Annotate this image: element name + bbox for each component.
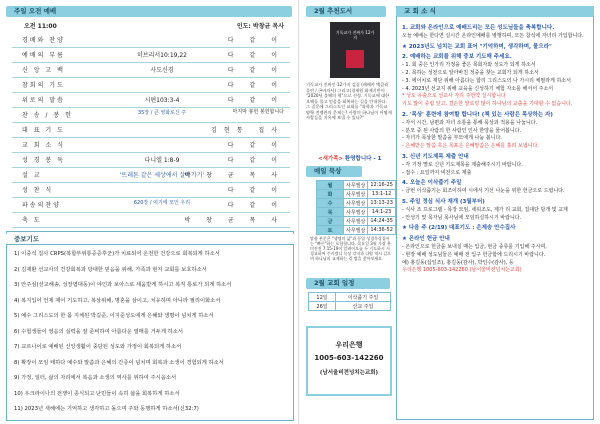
news-item: 4. 오늘은 이삭줍기 주일 (402, 180, 462, 187)
daily-book: 사무엘상 (344, 190, 368, 199)
news-item: 5. 주일 정심 식사 재개 (3월부터) (402, 199, 485, 205)
order-by: 박 창 균 목 사 (184, 172, 284, 179)
order-label: 파송의찬양 (22, 202, 61, 209)
prayer-item: 6) 수험생들이 영음의 실력을 잘 준비하여 아름다운 열매를 거두게 하소서 (14, 328, 183, 335)
order-row (12, 154, 292, 167)
order-label: 찬 송 / 봉 헌 (22, 112, 73, 119)
news-item: 기도 많이 중립 앞고, 결손한 알로링 많이 하나님의 교출을 기대할 수 없습니다. (402, 101, 573, 108)
order-divider (12, 122, 290, 123)
daily-row (317, 181, 396, 190)
order-by: 마지막 봉헌 봉헌합니다 (232, 109, 284, 115)
order-label: 성 경 봉 독 (22, 157, 65, 164)
news-item: - 4. 2023년 선교지 위해 교육을 신성하기 체험 자소를 해서서 주소서 (402, 85, 554, 92)
daily-row (317, 208, 396, 217)
news-item: * 성도 유출으로 선교사 자리 주연약 실시합니다 (402, 93, 506, 100)
schedule-date: 12일 (309, 293, 336, 302)
order-label: 참회의 기도 (22, 82, 65, 89)
news-item: 우리은행 1005-603-142260 (남서울비전넘치는교회) (402, 267, 522, 274)
prayer-item: 2) 김재환 선교사의 건강회복과 당대한 믿음을 위해, 가족과 현지 교회를 보호하소서 (14, 266, 207, 273)
order-divider (12, 212, 290, 213)
news-item: 예) 홍길동(십일조), 홍길동(감사), 박인수(감사), 등 (402, 259, 514, 266)
worship-order-header: 주일 오전 예배 (6, 6, 292, 17)
book-header: 2월 추천도서 (306, 6, 386, 17)
order-label: 축 도 (22, 217, 42, 224)
daily-day: 수 (317, 199, 344, 208)
daily-row (317, 217, 396, 226)
order-row (12, 94, 292, 107)
schedule-table-wrap (308, 292, 391, 311)
daily-book: 사무엘상 (344, 217, 368, 226)
order-by: 다 같 이 (227, 97, 284, 104)
prayer-item: 11) 2023년 새해에는 기억하고 생각하고 돌으며 주와 동행하게 하소서(신32:7) (14, 406, 199, 412)
news-item: ★ 2023년도 넘치는 교회 표어 "기억하며, 생각하며, 물으라" (402, 43, 552, 50)
order-row (12, 49, 292, 62)
order-label: 성 찬 식 (22, 187, 54, 194)
daily-day: 토 (317, 226, 344, 235)
news-item: - 분모 중 된 사람의 한 사람인 인사 한양을 물어봅니다. (402, 127, 522, 134)
daily-book: 사무엘상 (344, 199, 368, 208)
order-label: 설 교 (22, 172, 42, 179)
book-cover-grid (346, 50, 364, 68)
news-item: ★ 다음 주 (2/19) 대표기도 : 은제승 안수집사 (402, 225, 516, 232)
prayer-item: 1) 이중석 집사 CRPS(복합부위통증증후군)가 치료되어 온전한 건강으로 회복되게 하소서 (14, 251, 220, 257)
order-divider (12, 182, 290, 183)
daily-book: 사무엘상 (344, 208, 368, 217)
order-row (12, 184, 292, 197)
order-row (12, 214, 292, 227)
order-label: 위로의 말씀 (22, 97, 65, 104)
order-label: 대 표 기 도 (22, 127, 65, 134)
service-leader: 인도: 박창균 목사 (236, 23, 284, 30)
order-label: 신 앙 고 백 (22, 67, 65, 74)
news-item: - 식사 조 프로그램 - 목장 모임, 세워조도, 제가 리 교회, 집대단 담개 및 교제 (402, 206, 568, 213)
bank-owner: (남서울비전넝치는교회) (319, 370, 379, 376)
daily-header: 매일 묵상 (306, 166, 362, 177)
order-divider (12, 47, 290, 48)
order-by: 다 같 이 (227, 67, 284, 74)
news-header: 교 회 소 식 (396, 6, 594, 17)
daily-ref: 13:13-23 (368, 199, 396, 208)
order-divider (12, 227, 290, 228)
order-detail: 시편103:3-4 (144, 97, 180, 104)
news-item: - 3. 에이치로 재단 위해 아름다는 합리 그리스도의 나 가시리 체필라게 하소서 (402, 77, 571, 84)
news-item: - 1. 회 중은 인가리 가정을 좋은 목회자와 성도가 되게 하소서 (402, 62, 536, 69)
page-fold (298, 0, 299, 424)
order-detail: 620장 / 여기에 모인 우리 (133, 199, 191, 206)
order-divider (12, 167, 290, 168)
service-time: 오전 11:00 (24, 23, 57, 30)
daily-day: 금 (317, 217, 344, 226)
newcomer-line (318, 154, 381, 162)
news-item: - 안성기 및 목자님 목사님에 모임하실하시기 바랍니다. (402, 214, 522, 221)
daily-day: 목 (317, 208, 344, 217)
order-by: 다 같 이 (227, 202, 284, 209)
order-by: 다 같 이 (227, 52, 284, 59)
newcomer-label: <새가족> (318, 156, 344, 162)
order-by: 다 같 이 (227, 187, 284, 194)
prayer-item: 7) 교르나이로 예배된 신앙생활이 중단된 성도와 가정이 회복되게 하소서 (14, 344, 182, 350)
prayer-header: 중보기도 (6, 234, 294, 245)
book-cover-title: 기독교가 진짜가 12가지 (335, 30, 375, 40)
order-by: 다 같 이 (227, 82, 284, 89)
schedule-row (309, 302, 391, 311)
daily-table-wrap (316, 180, 396, 235)
news-item: - 자녀가 목상한 말씀을 부모에게 나눔 봅니다. (402, 135, 502, 142)
news-item: ★ 온라인 헌금 안내 (402, 236, 450, 243)
order-label: 교 회 소 식 (22, 142, 65, 149)
daily-ref: 14:36-52 (368, 226, 396, 235)
news-item: - 자서 시간, 남편과 자녀 소통을 통해 묵상과 적용을 나눕니다. (402, 119, 538, 126)
daily-ref: 14:1-23 (368, 208, 396, 217)
daily-day: 월 (317, 181, 344, 190)
daily-row (317, 199, 396, 208)
daily-row (317, 226, 396, 235)
order-divider (12, 77, 290, 78)
order-detail: 35장 / 큰 영화로신 주 (137, 109, 187, 116)
order-row (12, 124, 292, 137)
order-detail: 다니엘 1:8-9 (144, 157, 180, 164)
order-detail: '뜨레톤 같은 세상에서 살아가기' (119, 172, 205, 179)
newcomer-text: 환영합니다 - 1 (344, 156, 382, 162)
schedule-header: 2월 교회 일정 (306, 278, 390, 289)
schedule-event: 이삭줍기 주일 (336, 293, 391, 302)
prayer-item: 9) 가정, 일터, 삶의 자리에서 복음과 소생의 역사를 위하여 주시옵소서 (14, 375, 177, 381)
order-by: 다 같 이 (227, 37, 284, 44)
daily-ref: 14:24-35 (368, 217, 396, 226)
schedule-table (308, 292, 391, 311)
order-by: 다 같 이 (227, 157, 284, 164)
news-item: 3. 신년 기도제목 제출 안내 (402, 154, 469, 160)
daily-book: 사무엘상 (344, 181, 368, 190)
schedule-date: 26일 (309, 302, 336, 311)
prayer-item: 5) 예수 그리스도의 한 몸 지체된 박길준, 이지준성도에게 은혜와 생명이 넘치게 하소서 (14, 313, 214, 319)
book-cover (330, 22, 380, 78)
order-divider (12, 62, 290, 63)
prayer-item: 10) 우크라이나의 전쟁이 종식되고 난민들이 속히 삶을 회복하게 하소서 (14, 390, 180, 397)
book-description: 기독교가 진짜인 12가지 검질 (레베카 맥클러플린 / 곤바자사) 그리고(경제원 화제기반이 "2020년 올해의 책"으로 선정. 기독교에 대한 오해를 풀고 믿음을 회복하는 길을 안내한다. 그 질문에 그리스도인 교회를 "과학과 기독교 양략 전쟁관의 문제는? 사랑의 하나님이 어떻게 사람들을 지옥에 보낼 수 있나?" (306, 82, 392, 120)
daily-day: 화 (317, 190, 344, 199)
news-item: 오늘 예배는 한다면 실시간 온라인예배를 병행하며, 모든 참석에 자녀리 가입합니다. (402, 32, 584, 39)
daily-ref: 13:1-12 (368, 190, 396, 199)
order-row (12, 34, 292, 47)
daily-book: 사무엘상 (344, 226, 368, 235)
news-item: 1. 교회와 온라인으로 예배드리는 모든 성도님들을 축복합니다. (402, 25, 555, 31)
order-by: 김현통 집사 (211, 127, 284, 134)
news-item: - 각 기정 별로 신년 기도제목을 제출해주시기 바랍니다. (402, 161, 523, 168)
order-by: 박 창 균 목 사 (184, 217, 284, 224)
order-detail: 히브리서10:19,22 (136, 52, 188, 59)
order-label: 경배와 찬양 (22, 37, 65, 44)
news-item: - 2. 목하는 성전으로 알아바친 정중을 찾는 교회가 되게 하소서 (402, 70, 539, 76)
prayer-item: 3) 안주심(선교해송, 성장엽대동)이 야인과 보아스로 세움받게 하시고 복직 통로가 되게 하소서 (14, 282, 232, 288)
news-item: - 접수 : 요일까지 비전으로 제출 (402, 169, 472, 176)
prayer-item: 8) 확장이 모임 태하다 예수와 말씀과 은혜의 간증이 넘치며 회복과 소생이 경험되게 하소서 (14, 359, 224, 366)
news-item: - 은혜받은 말씀 혹은 목표은 은혜말씀은 은혜를 흘려 보냅니다. (402, 143, 539, 150)
order-row (12, 199, 292, 212)
order-row (12, 139, 292, 152)
news-item: - 현장 예배 성도님들은 예배 전 입구 헌금함에 드리시기 바랍니다. (402, 251, 546, 258)
news-item: 2. 예배하는 교회를 위해 중보 기도해 주세요. (402, 54, 512, 61)
schedule-row (309, 293, 391, 302)
bank-account: 1005-603-142260 (314, 354, 384, 362)
daily-note: 말씀 본문은 "생명의 삶"과 동일 성경묵상집이는 "빠른"하는 포함합니다. 목요일 3월 가장 흥미진진 7:15-19이 알려어오늘 두 기도하시 시경교하여 주시겠니 묵상 각지과 다양 역시 같으며 하나님의 교제하는 길 법을 찾아보세요. (310, 236, 392, 261)
order-row (12, 64, 292, 77)
order-divider (12, 152, 290, 153)
order-by: 다 같 이 (227, 142, 284, 149)
order-row (12, 169, 292, 182)
bank-title: 우리은행 (335, 341, 363, 349)
news-item: 2. '목상' 훈련에 참여할 합니다! (책 있는 사람은 목상하는 자) (402, 112, 553, 118)
order-divider (12, 107, 290, 108)
schedule-event: 산교 주일 (336, 302, 391, 311)
news-item: - 금번 이삭줍기는 회조이하여 시에서 기선 나눈을 위한 헌금으로 드립니다. (402, 188, 565, 195)
order-divider (12, 137, 290, 138)
order-row (12, 109, 292, 122)
prayer-item: 4) 복지입어 언제 재어 기도하고, 복상위해, 명혼을 삼이고, 치유하며 아니라 필리이화소서 (14, 297, 221, 304)
order-label: 예배의 부름 (22, 52, 65, 59)
daily-ref: 12:16-25 (368, 181, 396, 190)
daily-table (316, 180, 396, 235)
order-divider (12, 92, 290, 93)
order-detail: 사도신경 (150, 67, 174, 74)
order-divider (12, 197, 290, 198)
daily-row (317, 190, 396, 199)
order-row (12, 79, 292, 92)
news-item: - 온라인으로 헌금을 보내실 때는 입금, 현금 종류를 기입해 주시며, (402, 244, 547, 250)
